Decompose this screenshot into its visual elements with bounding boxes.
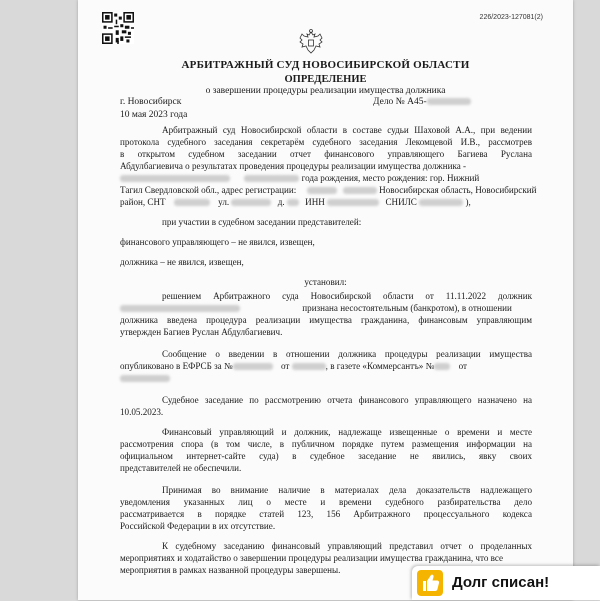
paragraph-line: признана несостоятельным (банкротом), в отношении <box>120 302 532 314</box>
presence-debtor: должника – не явился, извещен, <box>120 257 244 267</box>
paragraph-line: протокола судебного заседания секретарём судебного заседания Лекомцевой И.В., рассмотрев <box>120 137 532 147</box>
paragraph-line: решением Арбитражного суда Новосибирской области от 11.11.2022 должник <box>162 291 532 301</box>
paragraph-line: мероприятиях и ходатайство о завершении процедуры реализации имущества гражданина, что все <box>120 553 504 563</box>
document-subject: о завершении процедуры реализации имущества должника <box>205 86 446 96</box>
paragraph-line: Судебное заседание по рассмотрению отчета финансового управляющего назначено на <box>162 395 532 405</box>
coat-of-arms-icon <box>296 28 326 58</box>
redacted-block <box>427 98 471 105</box>
document-date: 10 мая 2023 года <box>120 110 188 120</box>
paragraph-line: рассмотрения спора (в том числе, в публичном порядке путем размещения информации на <box>120 439 532 449</box>
paragraph-line: район, СНТ ул. д. ИНН СНИЛС ), <box>120 197 471 207</box>
paragraph-line <box>120 372 170 384</box>
paragraph-line: мероприятия в рамках названной процедуры завершены. <box>120 565 341 575</box>
presence-financial-manager: финансового управляющего – не явился, извещен, <box>120 237 315 247</box>
document-number: 226/2023-127081(2) <box>479 14 543 21</box>
paragraph-line: Сообщение о введении в отношении должника процедуры реализации имущества <box>162 349 532 359</box>
paragraph-line: в открытом судебном заседании отчет финансового управляющего Багиева Руслана <box>120 149 532 159</box>
document-type-title: ОПРЕДЕЛЕНИЕ <box>284 74 367 85</box>
qr-code-icon <box>102 12 134 44</box>
paragraph-line: уведомления указанных лиц о месте и времени судебного разбирательства дело <box>120 497 532 507</box>
presence-intro: при участии в судебном заседании представителей: <box>162 217 362 227</box>
thumbs-up-icon <box>417 570 443 596</box>
established-heading: установил: <box>304 277 347 287</box>
debt-written-off-badge <box>412 566 600 600</box>
paragraph-line: утвержден Багиев Руслан Абдулбагиевич. <box>120 327 283 337</box>
paragraph-line: представителей не обеспечили. <box>120 463 242 473</box>
badge-text: Долг списан! <box>452 574 550 591</box>
paragraph-line: Абдулбагиевича о результатах проведения процедуры реализации имущества должника - <box>120 161 467 171</box>
paragraph-line: должника введена процедура реализации имущества гражданина, финансовым управляющим <box>120 315 532 325</box>
paragraph-line: 10.05.2023. <box>120 407 164 417</box>
paragraph-line: К судебному заседанию финансовый управляющий представил отчет о проделанных <box>162 541 532 551</box>
paragraph-line: Принимая во внимание наличие в материалах дела доказательств надлежащего <box>162 485 532 495</box>
paragraph-line: официальном интернет-сайте суда) в судебное заседание не явились, явку своих <box>120 451 532 461</box>
city: г. Новосибирск <box>120 97 182 107</box>
paragraph-line: Тагил Свердловской обл., адрес регистрации: Новосибирская область, Новосибирский <box>120 185 537 195</box>
paragraph-line: Арбитражный суд Новосибирской области в составе судьи Шаховой А.А., при ведении <box>162 125 532 135</box>
paragraph-line: опубликовано в ЕФРСБ за № от , в газете «Коммерсантъ» № от <box>120 361 467 371</box>
court-document-page <box>78 0 573 600</box>
case-number: Дело № А45- <box>373 97 471 107</box>
court-name: АРБИТРАЖНЫЙ СУД НОВОСИБИРСКОЙ ОБЛАСТИ <box>181 59 470 71</box>
paragraph-line: Российской Федерации в их отсутствие. <box>120 521 276 531</box>
paragraph-line: Финансовый управляющий и должник, надлежаще извещенные о времени и месте <box>162 427 532 437</box>
paragraph-line: года рождения, место рождения: гор. Нижний <box>120 172 532 184</box>
paragraph-line: рассматривается в порядке статей 123, 156 Арбитражного процессуального кодекса <box>120 509 532 519</box>
